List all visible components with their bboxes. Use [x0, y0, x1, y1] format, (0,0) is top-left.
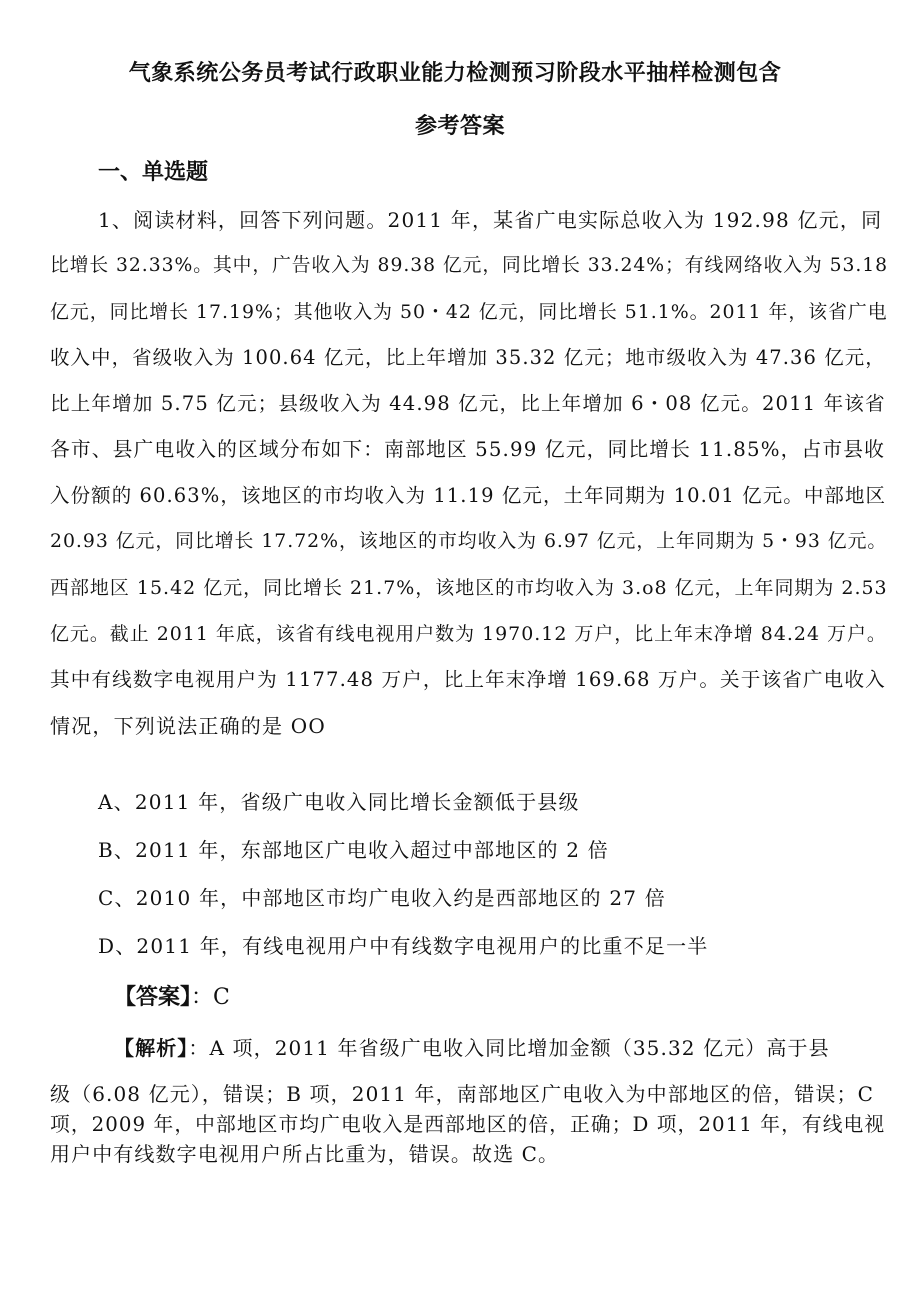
analysis-line: 项，2009 年，中部地区市均广电收入是西部地区的倍，正确；D 项，2011 年，有线电视: [50, 1113, 886, 1136]
answer-label: 【答案】: [114, 985, 192, 1010]
question-line: 比上年增加 5.75 亿元；县级收入为 44.98 亿元，比上年增加 6・08 亿元。2011 年该省: [50, 392, 886, 415]
option-d: D、2011 年，有线电视用户中有线数字电视用户的比重不足一半: [98, 934, 709, 958]
option-a: A、2011 年，省级广电收入同比增长金额低于县级: [98, 790, 580, 814]
answer: [114, 980, 230, 1011]
analysis-text: ：A 项，2011 年省级广电收入同比增加金额（35.32 亿元）高于县: [188, 1036, 830, 1060]
question-line: 其中有线数字电视用户为 1177.48 万户，比上年末净增 169.68 万户。关于该省广电收入: [50, 668, 886, 691]
option-b: B、2011 年，东部地区广电收入超过中部地区的 2 倍: [98, 838, 609, 862]
question-line: 情况，下列说法正确的是 OO: [50, 714, 326, 738]
question-line: 比增长 32.33%。其中，广告收入为 89.38 亿元，同比增长 33.24%；有线网络收入为 53.18: [50, 255, 889, 276]
document-subtitle: 参考答案: [414, 114, 505, 139]
document-title: 气象系统公务员考试行政职业能力检测预习阶段水平抽样检测包含: [128, 61, 782, 86]
option-c: C、2010 年，中部地区市均广电收入约是西部地区的 27 倍: [98, 886, 666, 910]
question-line: 1、阅读材料，回答下列问题。2011 年，某省广电实际总收入为 192.98 亿元，同: [98, 208, 883, 232]
analysis-line: 级（6.08 亿元），错误；B 项，2011 年，南部地区广电收入为中部地区的倍，错误；C: [50, 1082, 875, 1106]
question-line: 入份额的 60.63%，该地区的市均收入为 11.19 亿元，土年同期为 10.01 亿元。中部地区: [50, 484, 887, 507]
question-line: 20.93 亿元，同比增长 17.72%，该地区的市均收入为 6.97 亿元，上年同期为 5・93 亿元。: [50, 531, 888, 552]
answer-value: ：C: [191, 985, 230, 1010]
question-line: 亿元，同比增长 17.19%；其他收入为 50・42 亿元，同比增长 51.1%。2011 年，该省广电: [50, 301, 888, 323]
analysis-label: 【解析】: [114, 1036, 189, 1060]
question-line: 西部地区 15.42 亿元，同比增长 21.7%，该地区的市均收入为 3.o8 亿元，上年同期为 2.53: [50, 577, 888, 599]
section-heading: 一、单选题: [98, 160, 209, 185]
question-line: 各市、县广电收入的区域分布如下：南部地区 55.99 亿元，同比增长 11.85%，占市县收: [50, 438, 886, 461]
question-line: 亿元。截止 2011 年底，该省有线电视用户数为 1970.12 万户，比上年末净增 84.24 万户。: [50, 623, 887, 645]
question-line: 收入中，省级收入为 100.64 亿元，比上年增加 35.32 亿元；地市级收入为 47.36 亿元，: [50, 346, 886, 369]
analysis-first-line: [114, 1032, 830, 1061]
analysis-line: 用户中有线数字电视用户所占比重为，错误。故选 C。: [50, 1142, 560, 1166]
